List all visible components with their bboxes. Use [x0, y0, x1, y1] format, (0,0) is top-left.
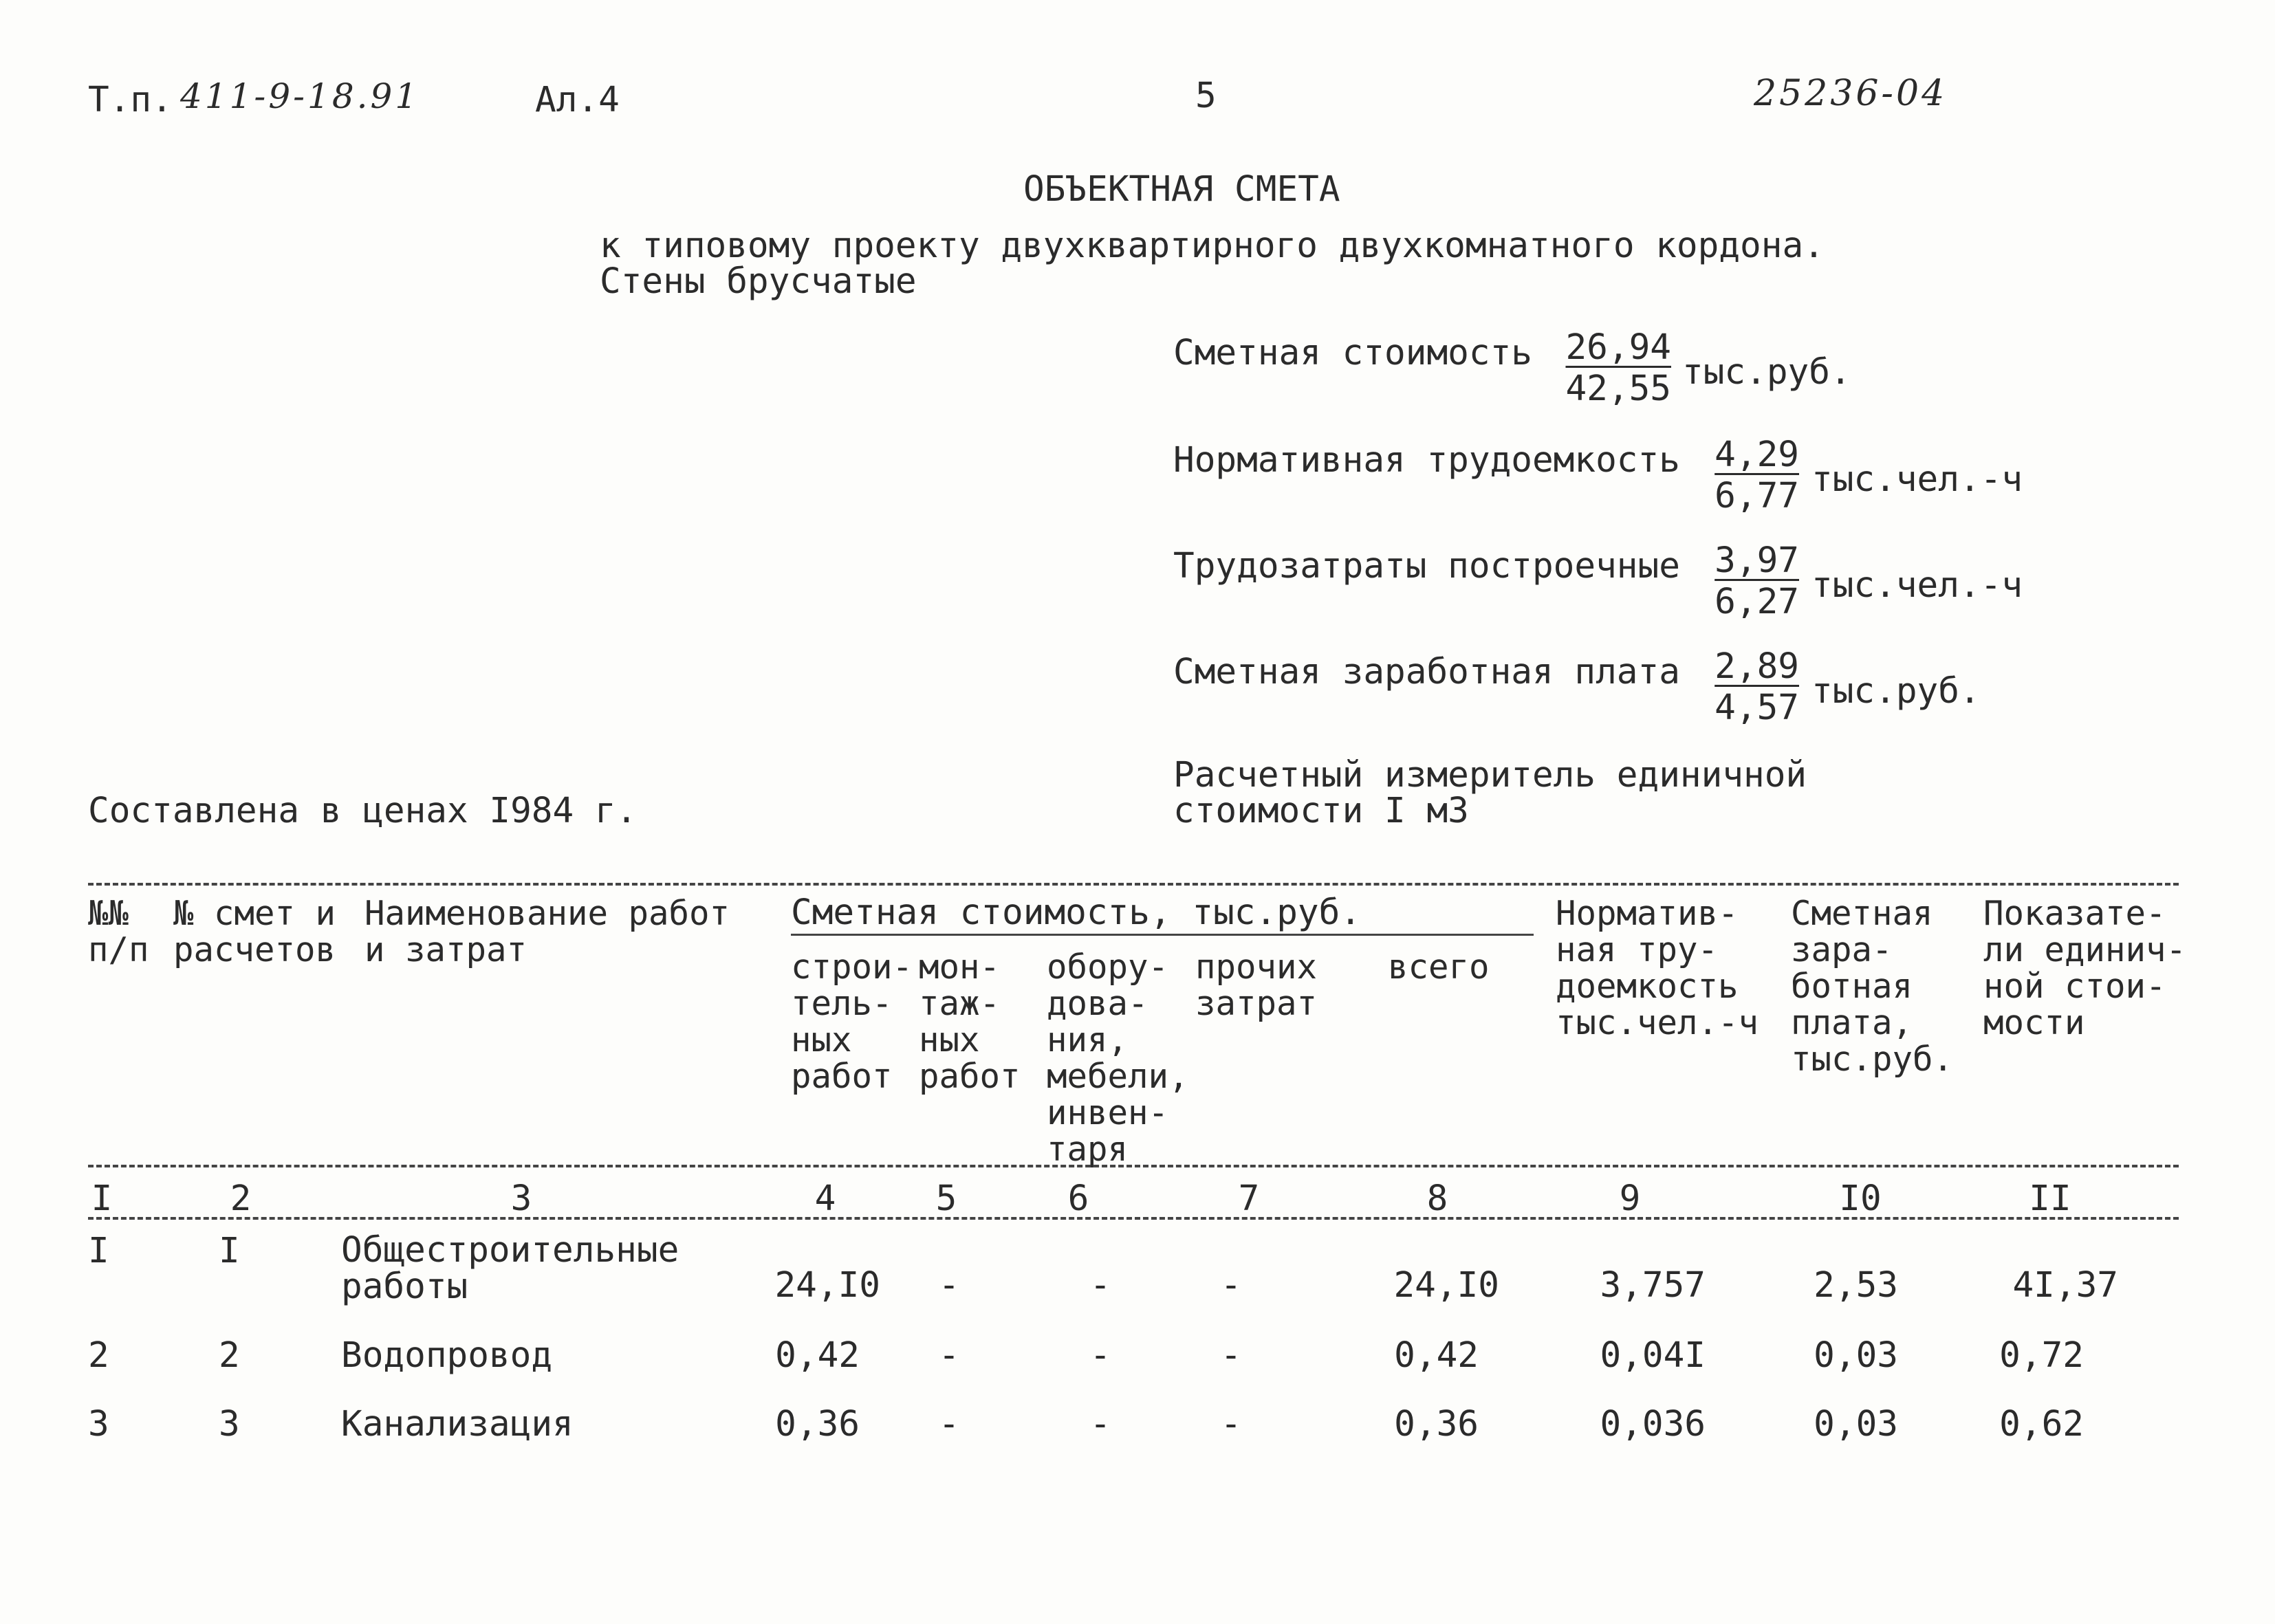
page-title: ОБЪЕКТНАЯ СМЕТА — [1023, 169, 1340, 210]
indicator-wages-top: 2,89 — [1715, 646, 1799, 687]
row1-name: Общестроительные работы — [341, 1230, 679, 1307]
indicator-cost-top: 26,94 — [1565, 327, 1671, 368]
column-number: 3 — [510, 1178, 532, 1219]
indicator-site-labor-bottom: 6,27 — [1715, 582, 1799, 622]
meter-line2: стоимости I м3 — [1173, 791, 1469, 831]
row1-construction: 24,I0 — [774, 1265, 880, 1306]
row2-total: 0,42 — [1394, 1335, 1479, 1376]
header-col-indicators: Показате- ли единич- ной стои- мости — [1983, 894, 2187, 1042]
meter-line1: Расчетный измеритель единичной — [1173, 755, 1807, 795]
row1-estimate: I — [219, 1231, 240, 1271]
column-number: I0 — [1839, 1178, 1882, 1219]
row1-installation: - — [938, 1265, 960, 1306]
indicator-cost-value — [1534, 327, 1671, 410]
column-number: 5 — [935, 1178, 957, 1219]
header-bottom-rule — [88, 1165, 2179, 1167]
indicator-cost-unit: тыс.руб. — [1682, 352, 1851, 393]
row2-installation: - — [938, 1335, 960, 1376]
row3-labor: 0,036 — [1600, 1404, 1706, 1445]
header-col-total: всего — [1388, 947, 1490, 987]
row1-indicator: 4I,37 — [2012, 1265, 2118, 1306]
indicator-wages-value — [1662, 646, 1799, 729]
indicator-site-labor-label: Трудозатраты построечные — [1173, 546, 1680, 586]
indicator-wages-bottom: 4,57 — [1715, 688, 1799, 728]
row3-name: Канализация — [341, 1404, 574, 1445]
row3-indicator: 0,62 — [1999, 1404, 2084, 1445]
subtitle-line2: Стены брусчатые — [600, 261, 917, 302]
row1-total: 24,I0 — [1393, 1265, 1499, 1306]
row2-equipment: - — [1089, 1335, 1111, 1376]
indicator-site-labor-unit: тыс.чел.-ч — [1811, 565, 2023, 606]
row2-name: Водопровод — [341, 1335, 553, 1376]
header-group-underline — [791, 934, 1534, 936]
page-number: 5 — [1195, 76, 1217, 116]
row3-installation: - — [938, 1404, 960, 1445]
header-col-name: Наименование работ и затрат — [364, 894, 730, 969]
row1-equipment: - — [1089, 1265, 1111, 1306]
row2-number: 2 — [88, 1335, 109, 1376]
indicator-labor-bottom: 6,77 — [1715, 476, 1799, 516]
subtitle-line1: к типовому проекту двухквартирного двухкомнатного кордона. — [600, 226, 1825, 266]
indicator-site-labor-top: 3,97 — [1715, 540, 1799, 581]
row2-construction: 0,42 — [775, 1335, 860, 1376]
row3-estimate: 3 — [219, 1404, 240, 1445]
column-numbers-rule — [88, 1217, 2179, 1220]
column-number: 4 — [814, 1178, 836, 1219]
header-group-cost: Сметная стоимость, тыс.руб. — [791, 892, 1362, 933]
row1-labor: 3,757 — [1600, 1265, 1706, 1306]
row2-labor: 0,04I — [1600, 1335, 1706, 1376]
header-col-equipment: обору- дова- ния, мебели, инвен- таря — [1047, 947, 1189, 1169]
column-number: 9 — [1619, 1178, 1641, 1219]
indicator-wages-unit: тыс.руб. — [1811, 671, 1981, 712]
row3-wages: 0,03 — [1814, 1404, 1898, 1445]
row1-wages: 2,53 — [1814, 1265, 1898, 1306]
indicator-wages-label: Сметная заработная плата — [1173, 652, 1680, 692]
indicator-cost-bottom: 42,55 — [1565, 369, 1671, 409]
column-number: 2 — [230, 1178, 252, 1219]
header-col-installation: мон- таж- ных работ — [919, 947, 1021, 1096]
prices-note: Составлена в ценах I984 г. — [88, 791, 638, 831]
row3-number: 3 — [88, 1404, 109, 1445]
project-number: 411-9-18.91 — [180, 76, 420, 116]
header-col-labor: Норматив- ная тру- доемкость тыс.чел.-ч — [1556, 894, 1759, 1042]
column-number: I — [91, 1178, 113, 1219]
header-col-wages: Сметная зара- ботная плата, тыс.руб. — [1791, 894, 1954, 1079]
indicator-cost-label: Сметная стоимость — [1173, 333, 1532, 373]
document-code: 25236-04 — [1754, 73, 1948, 114]
album-label: Ал.4 — [535, 80, 620, 120]
header-col-number: №№ п/п — [88, 894, 149, 969]
column-number: 7 — [1238, 1178, 1260, 1219]
row1-other: - — [1220, 1265, 1242, 1306]
indicator-labor-value — [1662, 435, 1799, 517]
indicator-labor-unit: тыс.чел.-ч — [1811, 459, 2023, 500]
column-number: 6 — [1067, 1178, 1089, 1219]
header-col-construction: строи- тель- ных работ — [791, 947, 913, 1096]
table-top-rule — [88, 883, 2179, 886]
header-col-other: прочих затрат — [1195, 947, 1318, 1023]
row3-construction: 0,36 — [775, 1404, 860, 1445]
project-label: Т.п. — [88, 80, 173, 120]
column-number: 8 — [1426, 1178, 1448, 1219]
indicator-labor-top: 4,29 — [1715, 435, 1799, 475]
indicator-site-labor-value — [1662, 540, 1799, 623]
row2-estimate: 2 — [219, 1335, 240, 1376]
column-number: II — [2029, 1178, 2071, 1219]
row1-number: I — [88, 1231, 109, 1271]
indicator-labor-label: Нормативная трудоемкость — [1173, 440, 1680, 481]
header-col-estimate: № смет и расчетов — [173, 894, 336, 969]
row2-other: - — [1220, 1335, 1242, 1376]
row3-other: - — [1220, 1404, 1242, 1445]
row2-wages: 0,03 — [1814, 1335, 1898, 1376]
row3-equipment: - — [1089, 1404, 1111, 1445]
row2-indicator: 0,72 — [1999, 1335, 2084, 1376]
row3-total: 0,36 — [1394, 1404, 1479, 1445]
